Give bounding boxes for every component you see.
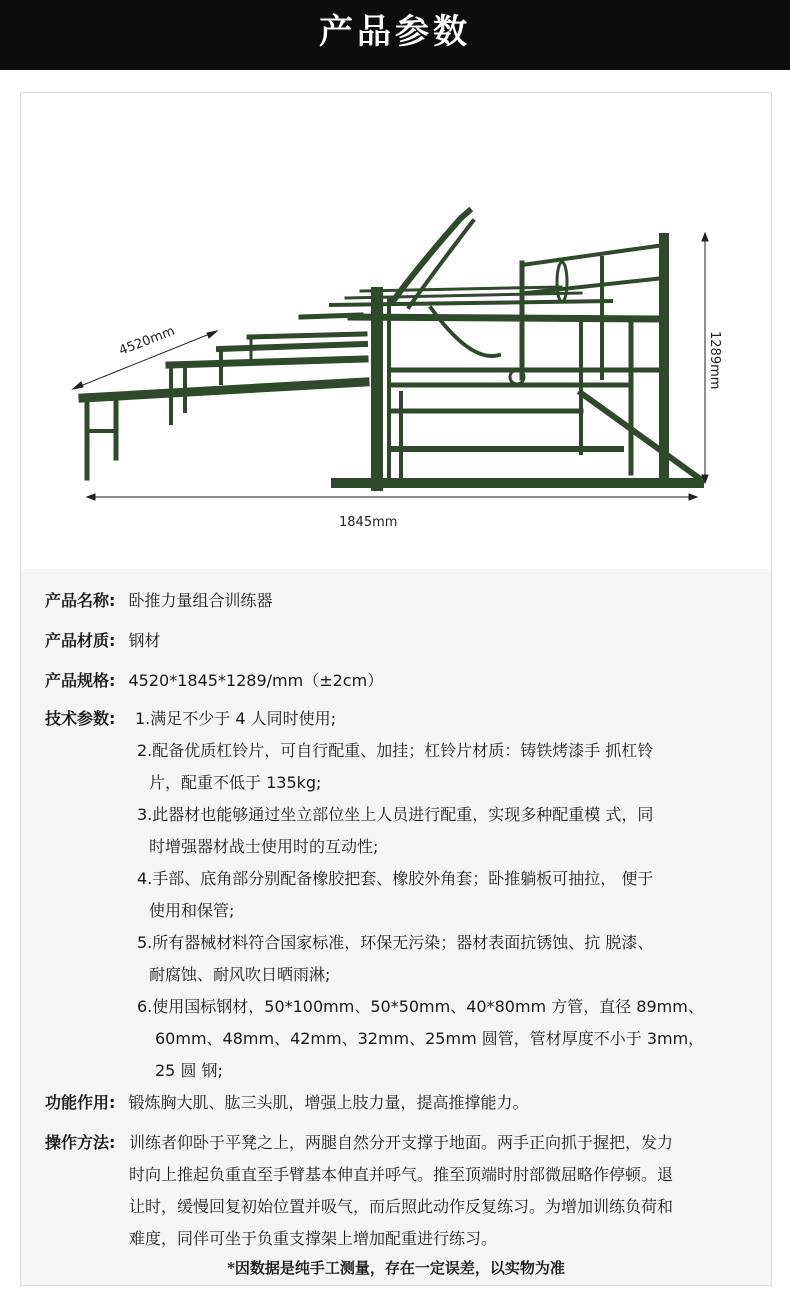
tech-line: 使用和保管; — [149, 901, 235, 920]
spec-value: 钢材 — [128, 631, 161, 650]
operation-line: 训练者仰卧于平凳之上，两腿自然分开支撑于地面。两手正向抓于握把，发力 — [129, 1133, 674, 1152]
tech-line: 25 圆 钢; — [155, 1061, 223, 1080]
spec-product-size — [45, 671, 383, 691]
spec-label: 产品材质: — [45, 631, 116, 650]
operation-line: 让时，缓慢回复初始位置并吸气，而后照此动作反复练习。为增加训练负荷和 — [129, 1197, 674, 1216]
tech-line: 时增强器材战士使用时的互动性; — [149, 837, 379, 856]
tech-line: 片，配重不低于 135kg; — [149, 773, 322, 792]
spec-value: 卧推力量组合训练器 — [128, 591, 273, 610]
tech-line: 5.所有器械材料符合国家标准，环保无污染；器材表面抗锈蚀、抗 脱漆、 — [137, 933, 654, 952]
tech-line: 6.使用国标钢材，50*100mm、50*50mm、40*80mm 方管，直径 89mm、 — [137, 997, 704, 1016]
spec-function — [45, 1093, 529, 1113]
tech-line: 3.此器材也能够通过坐立部位坐上人员进行配重，实现多种配重模 式，同 — [137, 805, 654, 824]
spec-operation — [45, 1133, 115, 1153]
product-panel — [20, 92, 772, 1286]
spec-label: 功能作用: — [45, 1093, 116, 1112]
measurement-note: *因数据是纯手工测量，存在一定误差，以实物为准 — [227, 1259, 565, 1277]
page-title: 产品参数 — [319, 12, 471, 52]
spec-product-material — [45, 631, 161, 651]
spec-list — [21, 569, 771, 1285]
tech-line: 耐腐蚀、耐风吹日晒雨淋; — [149, 965, 331, 984]
length-dimension-label: 4520mm — [117, 323, 177, 359]
spec-label: 产品名称: — [45, 591, 116, 610]
spec-label: 操作方法: — [45, 1133, 116, 1152]
tech-line: 60mm、48mm、42mm、32mm、25mm 圆管，管材厚度不小于 3mm， — [155, 1029, 705, 1048]
tech-line: 4.手部、底角部分别配备橡胶把套、橡胶外角套；卧推躺板可抽拉， 便于 — [137, 869, 654, 888]
operation-line: 难度，同伴可坐于负重支撑架上增加配重进行练习。 — [129, 1229, 498, 1248]
page-header — [0, 0, 790, 70]
width-dimension-label: 1845mm — [339, 515, 398, 530]
spec-value: 锻炼胸大肌、肱三头肌，增强上肢力量，提高推撑能力。 — [128, 1093, 529, 1112]
tech-line: 1.满足不少于 4 人同时使用; — [135, 709, 337, 728]
operation-line: 时向上推起负重直至手臂基本伸直并呼气。推至顶端时肘部微屈略作停顿。退 — [129, 1165, 674, 1184]
tech-line: 2.配备优质杠铃片，可自行配重、加挂；杠铃片材质：铸铁烤漆手 抓杠铃 — [137, 741, 654, 760]
height-dimension-label: 1289mm — [707, 331, 722, 390]
bench-press-rack-illustration — [21, 93, 771, 569]
spec-product-name — [45, 591, 273, 611]
spec-label: 技术参数: — [45, 709, 116, 728]
spec-value: 4520*1845*1289/mm（±2cm） — [128, 671, 384, 690]
product-image — [21, 93, 771, 569]
spec-technical-parameters — [45, 709, 115, 729]
spec-label: 产品规格: — [45, 671, 116, 690]
